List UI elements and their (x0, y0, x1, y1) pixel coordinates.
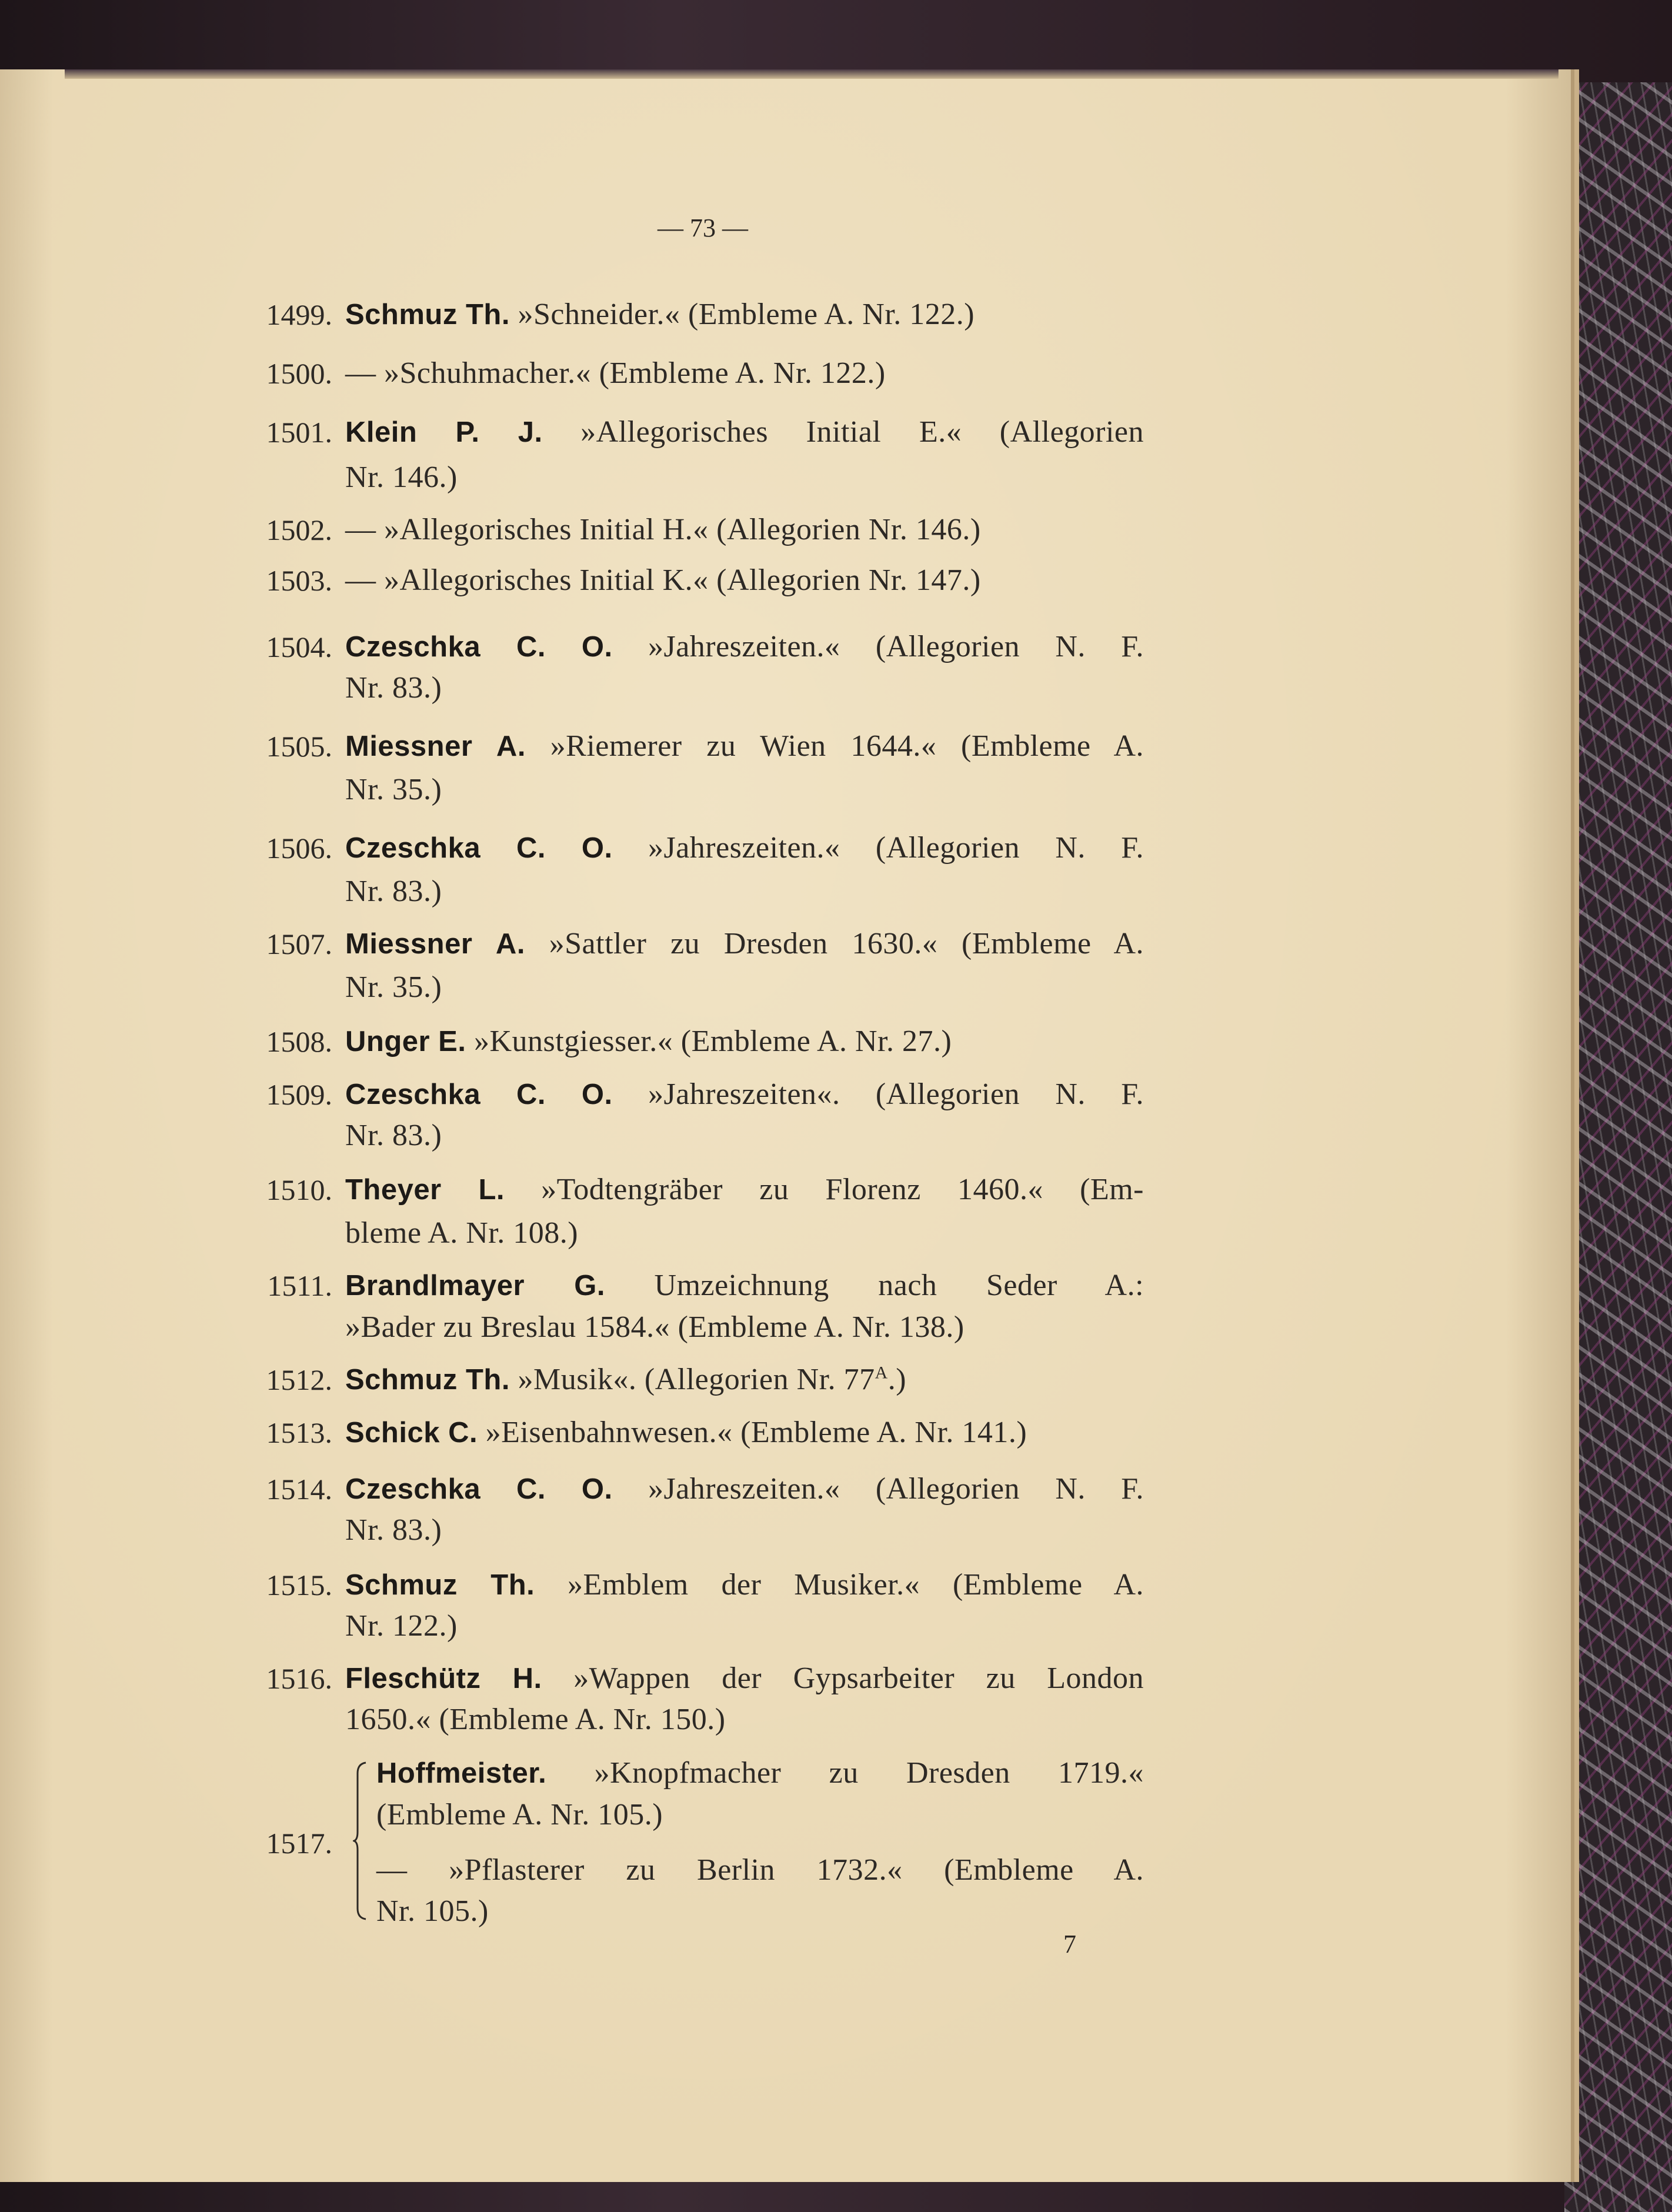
entry-line (345, 1268, 1144, 1303)
entry-line-continued: Nr. 122.) (345, 1609, 458, 1643)
entry-author: Brandlmayer G. (345, 1270, 605, 1302)
entry-number: 1506. (266, 832, 332, 865)
entry-number: 1512. (266, 1363, 332, 1396)
entry-line: — »Schuhmacher.« (Embleme A. Nr. 122.) (345, 356, 886, 390)
entry-line (345, 629, 1144, 664)
entry-line (345, 1172, 1144, 1207)
entry-number: 1509. (266, 1078, 332, 1111)
entry-text: »Emblem der Musiker.« (Embleme A. (568, 1568, 1144, 1602)
entry-author: Fleschütz H. (345, 1663, 542, 1694)
entry-text: »Knopfmacher zu Dresden 1719.« (594, 1756, 1144, 1790)
entry-line (345, 415, 1144, 449)
entry-author: Klein P. J. (345, 416, 543, 448)
entry-number: 1507. (266, 927, 332, 960)
entry-author: Czeschka C. O. (345, 631, 613, 663)
entry-line: — »Allegorisches Initial H.« (Allegorien Nr. 146.) (345, 513, 981, 546)
entry-line (345, 1415, 1027, 1450)
entry-text: »Kunstgiesser.« (Embleme A. Nr. 27.) (473, 1025, 952, 1058)
entry-number: 1502. (266, 513, 332, 546)
entry-line: — »Pflasterer zu Berlin 1732.« (Embleme A. (376, 1853, 1144, 1887)
entry-line-continued: Nr. 83.) (345, 1513, 442, 1547)
entry-number: 1513. (266, 1416, 332, 1449)
marbled-cover (1564, 82, 1672, 2212)
entry-text-tail: .) (887, 1363, 907, 1396)
entry-number: 1501. (266, 416, 332, 449)
entry-author: Unger E. (345, 1026, 466, 1057)
entry-line (345, 1472, 1144, 1506)
entry-line (345, 1661, 1144, 1696)
entry-text: »Eisenbahnwesen.« (Embleme A. Nr. 141.) (485, 1416, 1027, 1449)
entry-text: »Jahreszeiten.« (Allegorien N. F. (648, 630, 1144, 663)
entry-line-continued: 1650.« (Embleme A. Nr. 150.) (345, 1703, 726, 1736)
entry-number: 1514. (266, 1473, 332, 1506)
entry-number: 1510. (266, 1173, 332, 1206)
entry-text: »Riemerer zu Wien 1644.« (Embleme A. (550, 729, 1144, 763)
entry-line (345, 1362, 906, 1397)
entry-text: »Wappen der Gypsarbeiter zu London (573, 1661, 1144, 1695)
page-top-edge (65, 69, 1558, 79)
entry-line (345, 1077, 1144, 1112)
entry-number: 1500. (266, 357, 332, 390)
entry-author: Schmuz Th. (345, 299, 510, 331)
entry-text: »Jahreszeiten.« (Allegorien N. F. (648, 1472, 1144, 1506)
entry-line (345, 729, 1144, 763)
entry-author: Czeschka C. O. (345, 1079, 613, 1110)
entry-text: »Musik«. (Allegorien Nr. 77 (518, 1363, 875, 1396)
entry-author: Schick C. (345, 1417, 478, 1449)
entry-text: »Jahreszeiten«. (Allegorien N. F. (648, 1077, 1144, 1111)
entry-text: »Sattler zu Dresden 1630.« (Embleme A. (549, 927, 1144, 960)
entry-line (345, 297, 975, 332)
entry-line-continued: Nr. 105.) (376, 1894, 489, 1928)
entry-line (345, 926, 1144, 961)
entry-text: »Todtengräber zu Florenz 1460.« (Em- (541, 1173, 1144, 1206)
entry-number: 1508. (266, 1025, 332, 1058)
entry-author: Schmuz Th. (345, 1364, 510, 1396)
entry-text: »Schneider.« (Embleme A. Nr. 122.) (518, 298, 975, 331)
entry-author: Czeschka C. O. (345, 832, 613, 864)
superscript: A (875, 1363, 888, 1383)
entry-author: Hoffmeister. (376, 1757, 547, 1789)
signature-mark: 7 (1063, 1930, 1076, 1959)
entry-line (376, 1756, 1144, 1790)
entry-line-continued: Nr. 83.) (345, 1119, 442, 1152)
entry-number: 1511. (267, 1269, 332, 1302)
entry-text: Umzeichnung nach Seder A.: (654, 1269, 1144, 1302)
curly-brace-icon (353, 1761, 368, 1920)
entry-line (345, 1567, 1144, 1602)
entry-text: »Allegorisches Initial E.« (Allegorien (580, 415, 1144, 449)
entry-number: 1504. (266, 630, 332, 663)
entry-line-continued: Nr. 146.) (345, 461, 458, 494)
entry-line-continued: Nr. 83.) (345, 875, 442, 908)
entry-number: 1516. (266, 1662, 332, 1695)
entry-line (345, 830, 1144, 865)
entry-line: — »Allegorisches Initial K.« (Allegorien Nr. 147.) (345, 563, 981, 597)
entry-line-continued: Nr. 83.) (345, 671, 442, 705)
entry-author: Theyer L. (345, 1174, 505, 1206)
entry-number: 1517. (266, 1827, 332, 1860)
entry-number: 1505. (266, 730, 332, 763)
entry-author: Schmuz Th. (345, 1569, 535, 1601)
entry-line-continued: Nr. 35.) (345, 773, 442, 806)
entry-author: Miessner A. (345, 928, 525, 960)
entry-author: Miessner A. (345, 730, 526, 762)
entry-text: »Jahreszeiten.« (Allegorien N. F. (648, 831, 1144, 865)
entry-line-continued: Nr. 35.) (345, 970, 442, 1004)
page-header: — 73 — (658, 213, 748, 242)
entry-number: 1503. (266, 564, 332, 597)
entry-line-continued: »Bader zu Breslau 1584.« (Embleme A. Nr. 138.) (345, 1310, 965, 1344)
entry-line (345, 1024, 952, 1059)
entry-line-continued: bleme A. Nr. 108.) (345, 1216, 579, 1250)
entry-number: 1515. (266, 1569, 332, 1602)
entry-line-continued: (Embleme A. Nr. 105.) (376, 1798, 663, 1831)
entry-author: Czeschka C. O. (345, 1473, 613, 1505)
entry-number: 1499. (266, 298, 332, 331)
